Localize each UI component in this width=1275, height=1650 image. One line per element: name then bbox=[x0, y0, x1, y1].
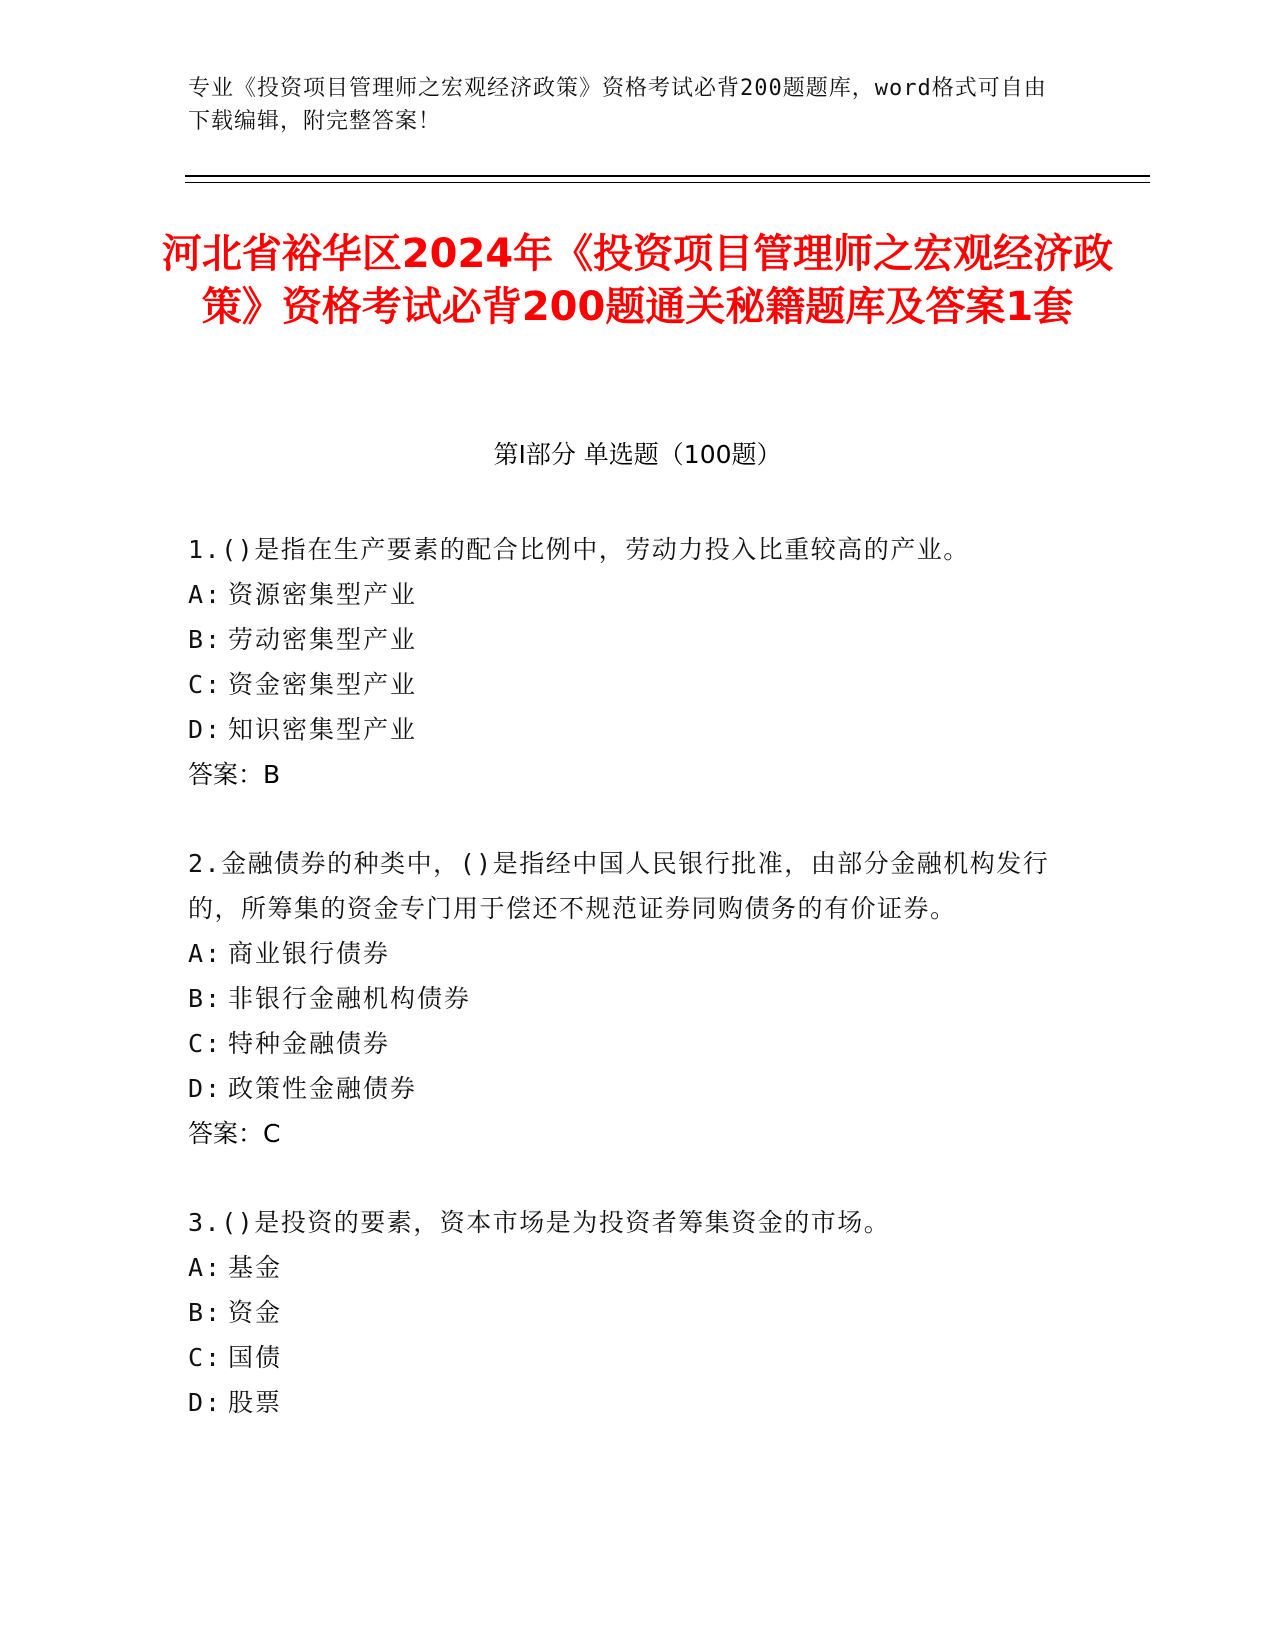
option-text: 非银行金融机构债券 bbox=[228, 984, 472, 1013]
section-title: 第Ⅰ部分 单选题（100题） bbox=[493, 440, 782, 469]
option-letter: D: bbox=[188, 1074, 223, 1103]
option-b bbox=[188, 1290, 1068, 1335]
option-text: 资金密集型产业 bbox=[228, 670, 418, 699]
document-title: 河北省裕华区2024年《投资项目管理师之宏观经济政策》资格考试必背200题通关秘籍题库及答案1套 bbox=[161, 231, 1114, 330]
option-letter: C: bbox=[188, 670, 223, 699]
question-2 bbox=[188, 841, 1068, 1156]
option-text: 政策性金融债券 bbox=[228, 1074, 418, 1103]
answer-line: 答案：B bbox=[188, 760, 281, 789]
header-rule-thin bbox=[185, 182, 1150, 183]
option-letter: C: bbox=[188, 1029, 223, 1058]
option-c bbox=[188, 1021, 1068, 1066]
option-c bbox=[188, 662, 1068, 707]
option-letter: A: bbox=[188, 1253, 223, 1282]
option-b bbox=[188, 976, 1068, 1021]
option-a bbox=[188, 1245, 1068, 1290]
option-letter: D: bbox=[188, 715, 223, 744]
option-text: 资源密集型产业 bbox=[228, 580, 418, 609]
option-d bbox=[188, 707, 1068, 752]
option-text: 特种金融债券 bbox=[228, 1029, 391, 1058]
question-stem: 3.()是投资的要素，资本市场是为投资者筹集资金的市场。 bbox=[188, 1208, 891, 1237]
option-text: 基金 bbox=[228, 1253, 283, 1282]
answer-line: 答案：C bbox=[188, 1119, 281, 1148]
question-1 bbox=[188, 527, 1068, 797]
option-text: 国债 bbox=[228, 1343, 283, 1372]
question-list bbox=[188, 527, 1068, 1469]
header-rule-thick bbox=[185, 175, 1150, 177]
header-note: 专业《投资项目管理师之宏观经济政策》资格考试必背200题题库，word格式可自由下载编辑，附完整答案！ bbox=[188, 76, 1047, 134]
option-c bbox=[188, 1335, 1068, 1380]
option-letter: A: bbox=[188, 580, 223, 609]
question-stem: 1.()是指在生产要素的配合比例中，劳动力投入比重较高的产业。 bbox=[188, 535, 970, 564]
option-text: 股票 bbox=[228, 1388, 283, 1417]
option-text: 商业银行债券 bbox=[228, 939, 391, 968]
option-text: 资金 bbox=[228, 1298, 283, 1327]
option-text: 知识密集型产业 bbox=[228, 715, 418, 744]
option-text: 劳动密集型产业 bbox=[228, 625, 418, 654]
question-3 bbox=[188, 1200, 1068, 1425]
option-d bbox=[188, 1066, 1068, 1111]
option-b bbox=[188, 617, 1068, 662]
question-stem: 2.金融债券的种类中，()是指经中国人民银行批准，由部分金融机构发行的，所筹集的资金专门用于偿还不规范证券同购债务的有价证券。 bbox=[188, 849, 1050, 923]
option-letter: B: bbox=[188, 984, 223, 1013]
option-d bbox=[188, 1380, 1068, 1425]
option-letter: B: bbox=[188, 625, 223, 654]
option-letter: B: bbox=[188, 1298, 223, 1327]
option-a bbox=[188, 931, 1068, 976]
option-letter: C: bbox=[188, 1343, 223, 1372]
option-letter: A: bbox=[188, 939, 223, 968]
option-a bbox=[188, 572, 1068, 617]
option-letter: D: bbox=[188, 1388, 223, 1417]
